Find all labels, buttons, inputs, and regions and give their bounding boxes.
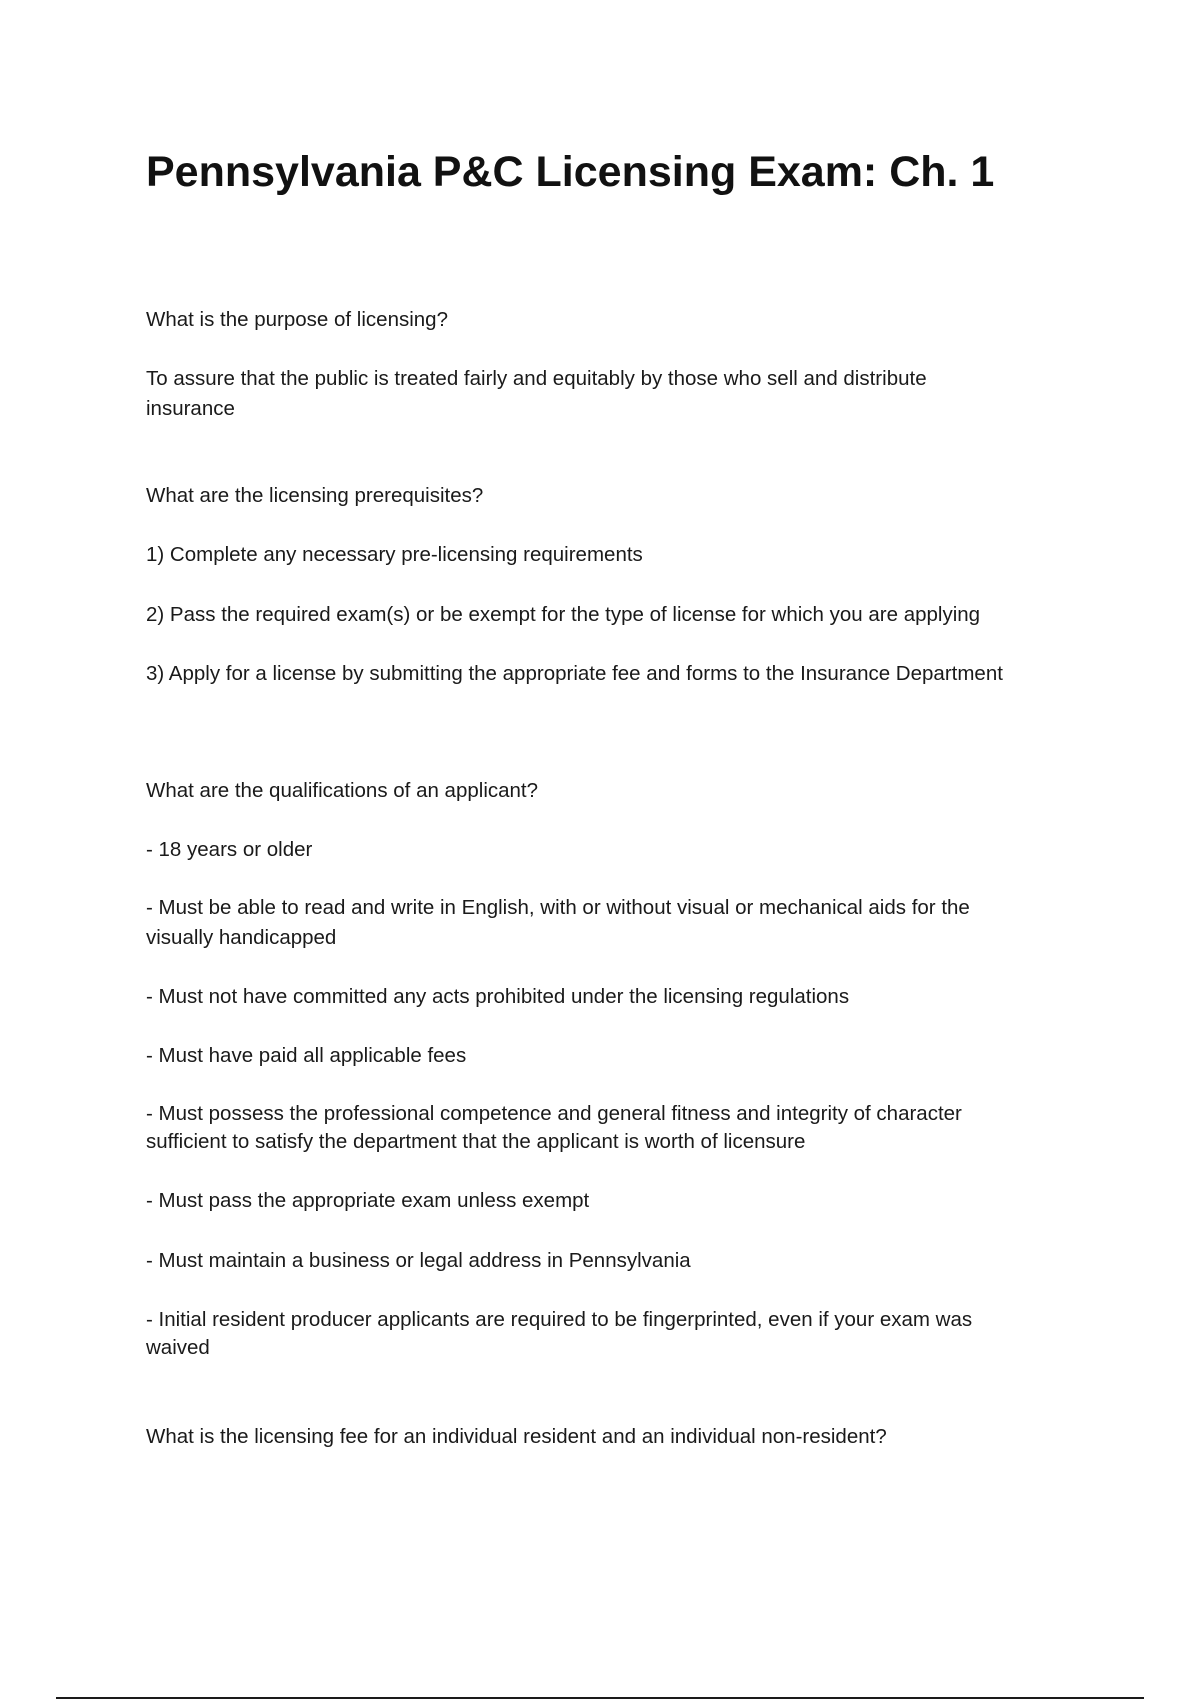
- list-item: visually handicapped: [146, 926, 337, 949]
- list-item: sufficient to satisfy the department that the applicant is worth of licensure: [146, 1130, 806, 1153]
- list-item: - 18 years or older: [146, 838, 313, 861]
- list-item: - Must pass the appropriate exam unless exempt: [146, 1189, 590, 1212]
- list-item: - Must possess the professional competence and general fitness and integrity of character: [146, 1102, 962, 1125]
- list-item: waived: [146, 1336, 210, 1359]
- list-item: - Must have paid all applicable fees: [146, 1044, 467, 1067]
- list-item: - Must maintain a business or legal address in Pennsylvania: [146, 1249, 691, 1272]
- list-item: - Must be able to read and write in English, with or without visual or mechanical aids for the: [146, 896, 970, 919]
- question-purpose-of-licensing: What is the purpose of licensing?: [146, 308, 448, 331]
- list-item: 2) Pass the required exam(s) or be exempt for the type of license for which you are applying: [146, 603, 981, 626]
- question-licensing-prerequisites: What are the licensing prerequisites?: [146, 484, 484, 507]
- question-applicant-qualifications: What are the qualifications of an applicant?: [146, 779, 539, 802]
- list-item: 3) Apply for a license by submitting the appropriate fee and forms to the Insurance Department: [146, 662, 1003, 685]
- question-licensing-fee: What is the licensing fee for an individual resident and an individual non-resident?: [146, 1425, 887, 1448]
- list-item: - Initial resident producer applicants are required to be fingerprinted, even if your exam was: [146, 1308, 973, 1331]
- answer-line: insurance: [146, 397, 235, 420]
- page-title: Pennsylvania P&C Licensing Exam: Ch. 1: [146, 148, 995, 196]
- page-bottom-rule: [56, 1697, 1144, 1699]
- list-item: - Must not have committed any acts prohibited under the licensing regulations: [146, 985, 850, 1008]
- answer-line: To assure that the public is treated fairly and equitably by those who sell and distribute: [146, 367, 927, 390]
- list-item: 1) Complete any necessary pre-licensing requirements: [146, 543, 643, 566]
